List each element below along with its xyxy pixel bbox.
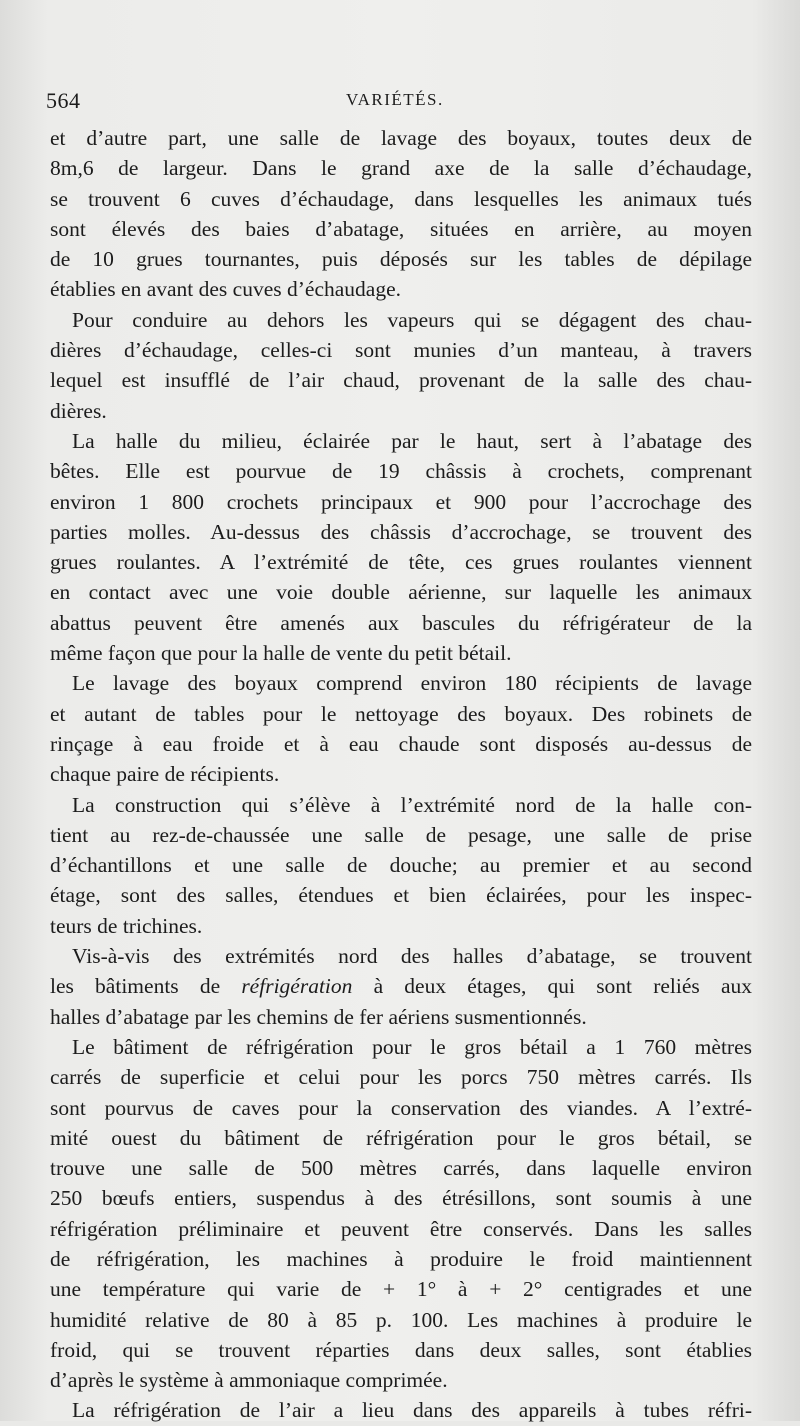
- text-line: Vis-à-vis des extrémités nord des halles d’abatage, se trouvent: [72, 944, 752, 969]
- text-line: 250 bœufs entiers, suspendus à des étrésillons, sont soumis à une: [50, 1186, 752, 1211]
- text-line: de 10 grues tournantes, puis déposés sur les tables de dépilage: [50, 247, 752, 272]
- text-line: sont pourvus de caves pour la conservation des viandes. A l’extré-: [50, 1095, 752, 1120]
- text-line: La halle du milieu, éclairée par le haut, sert à l’abatage des: [72, 428, 752, 453]
- text-line: et d’autre part, une salle de lavage des boyaux, toutes deux de: [50, 126, 752, 150]
- text-line: d’échantillons et une salle de douche; au premier et au second: [50, 853, 752, 878]
- page-header: [46, 88, 756, 118]
- text-line: grues roulantes. A l’extrémité de tête, ces grues roulantes viennent: [50, 550, 752, 575]
- text-line: tient au rez-de-chaussée une salle de pesage, une salle de prise: [50, 822, 752, 847]
- text-line: La réfrigération de l’air a lieu dans des appareils à tubes réfri-: [72, 1398, 752, 1423]
- page-number: 564: [46, 88, 81, 113]
- text-line: établies en avant des cuves d’échaudage.: [50, 277, 402, 302]
- body-text: [50, 123, 752, 1426]
- text-line: les bâtiments de réfrigération à deux étages, qui sont reliés aux: [50, 974, 752, 999]
- text-line: humidité relative de 80 à 85 p. 100. Les machines à produire le: [50, 1307, 752, 1332]
- text-line: 8m,6 de largeur. Dans le grand axe de la salle d’échaudage,: [50, 156, 752, 181]
- text-line: abattus peuvent être amenés aux bascules du réfrigérateur de la: [50, 610, 752, 635]
- text-line: étage, sont des salles, étendues et bien éclairées, pour les inspec-: [50, 883, 752, 908]
- text-line: dières.: [50, 398, 107, 423]
- text-line: parties molles. Au-dessus des châssis d’accrochage, se trouvent des: [50, 519, 752, 544]
- text-line: une température qui varie de + 1° à + 2° centigrades et une: [50, 1277, 752, 1302]
- text-line: dières d’échaudage, celles-ci sont munies d’un manteau, à travers: [50, 338, 752, 363]
- text-line: lequel est insufflé de l’air chaud, provenant de la salle des chau-: [50, 368, 752, 393]
- text-line: mité ouest du bâtiment de réfrigération pour le gros bétail, se: [50, 1125, 752, 1150]
- text-line: halles d’abatage par les chemins de fer aériens susmentionnés.: [50, 1004, 587, 1029]
- text-line: trouve une salle de 500 mètres carrés, dans laquelle environ: [50, 1156, 752, 1181]
- text-line: et autant de tables pour le nettoyage des boyaux. Des robinets de: [50, 701, 752, 726]
- text-line: La construction qui s’élève à l’extrémité nord de la halle con-: [72, 792, 752, 817]
- text-line: rinçage à eau froide et à eau chaude sont disposés au-dessus de: [50, 731, 752, 756]
- text-line: Pour conduire au dehors les vapeurs qui se dégagent des chau-: [72, 307, 752, 332]
- text-line: chaque paire de récipients.: [50, 762, 280, 787]
- text-line: réfrigération préliminaire et peuvent être conservés. Dans les salles: [50, 1216, 752, 1241]
- text-line: en contact avec une voie double aérienne, sur laquelle les animaux: [50, 580, 752, 605]
- text-line: environ 1 800 crochets principaux et 900 pour l’accrochage des: [50, 489, 752, 514]
- text-line: carrés de superficie et celui pour les porcs 750 mètres carrés. Ils: [50, 1065, 752, 1090]
- text-line: froid, qui se trouvent réparties dans deux salles, sont établies: [50, 1337, 752, 1362]
- text-line: Le bâtiment de réfrigération pour le gros bétail a 1 760 mètres: [72, 1034, 752, 1059]
- running-title: VARIÉTÉS.: [346, 90, 444, 109]
- text-line: Le lavage des boyaux comprend environ 180 récipients de lavage: [72, 671, 752, 696]
- text-line: bêtes. Elle est pourvue de 19 châssis à crochets, comprenant: [50, 459, 752, 484]
- text-line: teurs de trichines.: [50, 913, 203, 938]
- text-line: même façon que pour la halle de vente du petit bétail.: [50, 641, 512, 666]
- text-line: de réfrigération, les machines à produire le froid maintiennent: [50, 1246, 752, 1271]
- text-line: sont élevés des baies d’abatage, situées en arrière, au moyen: [50, 216, 752, 241]
- text-line: se trouvent 6 cuves d’échaudage, dans lesquelles les animaux tués: [50, 186, 752, 211]
- text-line: d’après le système à ammoniaque comprimée.: [50, 1368, 448, 1393]
